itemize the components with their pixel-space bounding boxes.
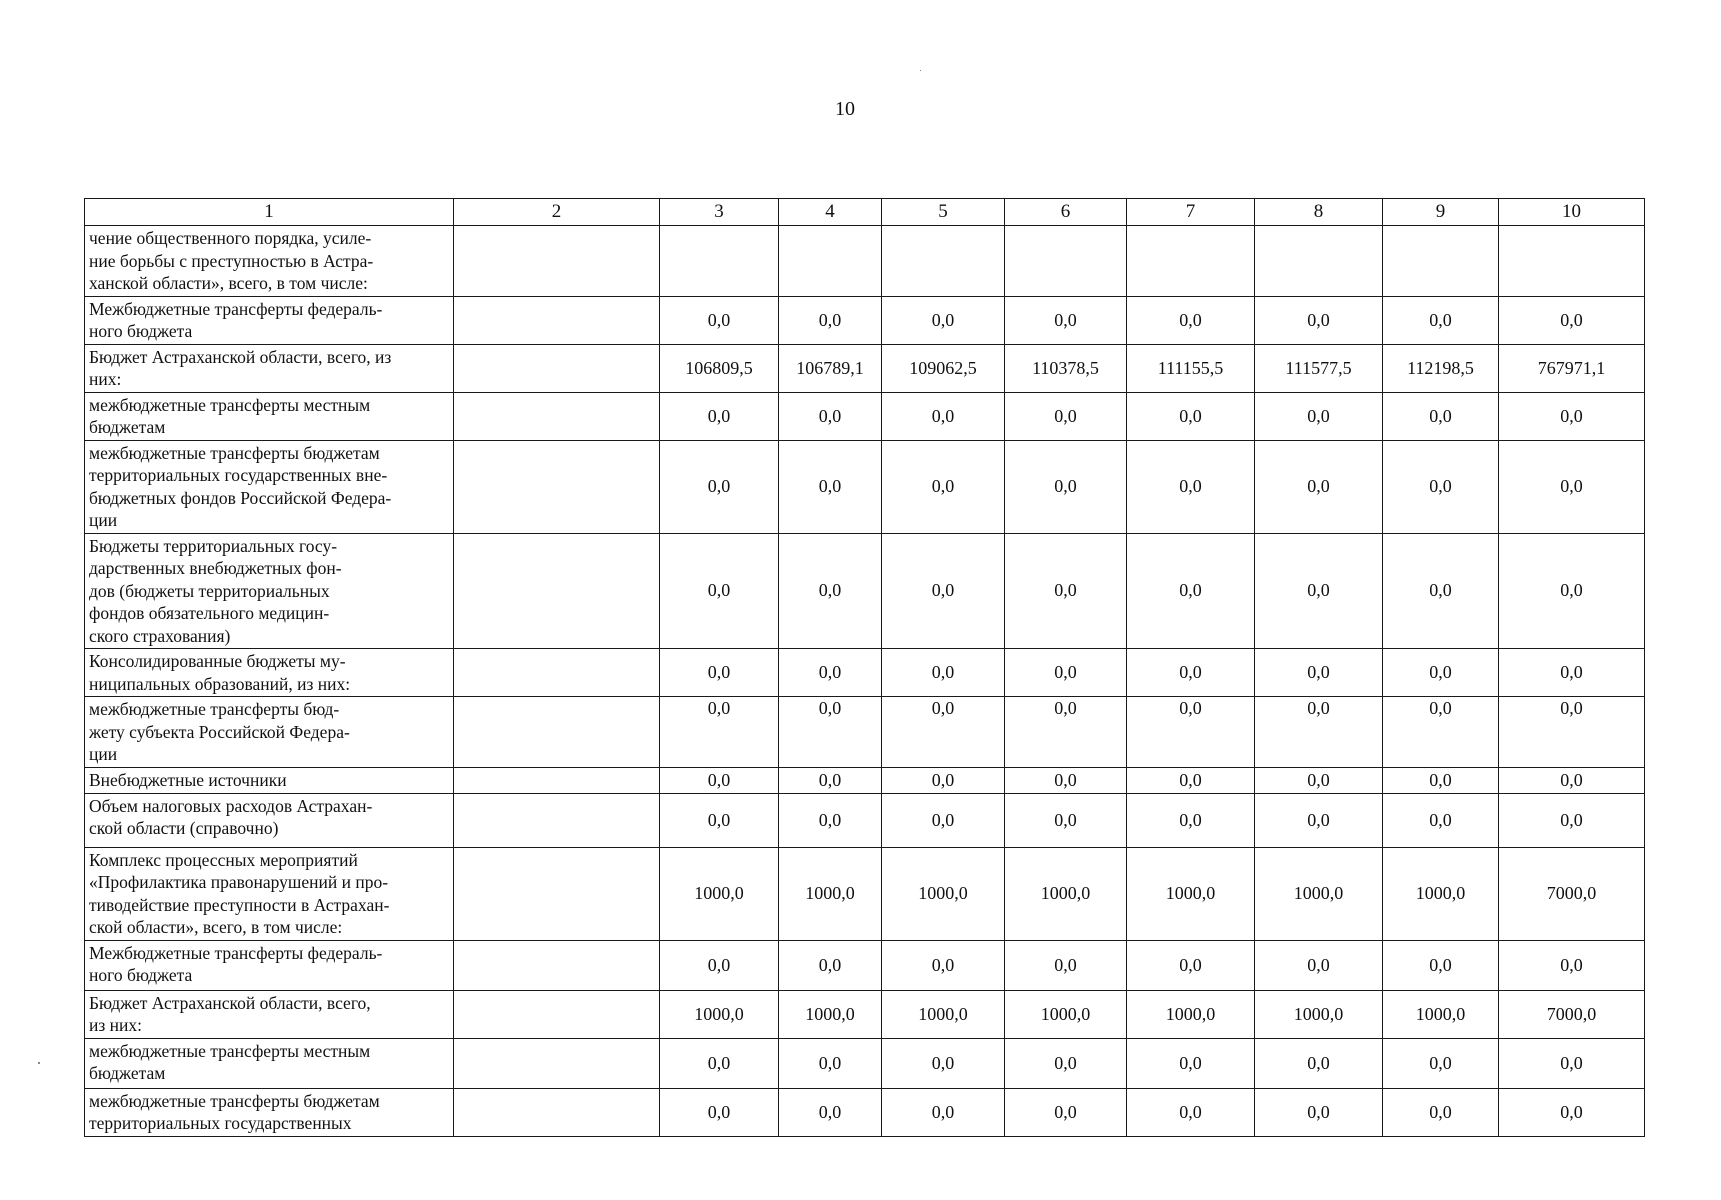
row-label — [85, 793, 454, 847]
value-cell — [660, 226, 779, 297]
value-cell: 0,0 — [660, 392, 779, 440]
row-label-line: межбюджетные трансферты местным — [89, 394, 371, 415]
column-header: 7 — [1127, 199, 1255, 226]
value-cell: 1000,0 — [660, 847, 779, 940]
column-2-cell — [454, 226, 660, 297]
row-label — [85, 226, 454, 297]
value-cell: 0,0 — [779, 440, 882, 533]
row-label-line: фондов обязательного медицин- — [89, 603, 330, 623]
table-row — [85, 649, 1645, 697]
row-label-line: межбюджетные трансферты бюджетам — [89, 442, 380, 463]
column-2-cell — [454, 649, 660, 697]
value-cell — [1499, 226, 1645, 297]
value-cell: 0,0 — [779, 1038, 882, 1088]
value-cell: 0,0 — [660, 533, 779, 649]
row-label — [85, 392, 454, 440]
row-label — [85, 649, 454, 697]
table-row — [85, 847, 1645, 940]
value-cell: 0,0 — [1127, 392, 1255, 440]
row-label-line: Внебюджетные источники — [89, 769, 287, 790]
value-cell: 0,0 — [1383, 697, 1499, 768]
value-cell: 0,0 — [1255, 1088, 1383, 1136]
value-cell: 1000,0 — [1255, 990, 1383, 1038]
row-label-line: из них: — [89, 1015, 142, 1035]
value-cell: 0,0 — [1383, 649, 1499, 697]
value-cell: 0,0 — [1255, 793, 1383, 847]
column-header: 1 — [85, 199, 454, 226]
table-row — [85, 767, 1645, 793]
value-cell: 0,0 — [660, 649, 779, 697]
value-cell: 0,0 — [882, 649, 1005, 697]
value-cell — [1255, 226, 1383, 297]
table-row — [85, 440, 1645, 533]
column-header: 3 — [660, 199, 779, 226]
value-cell: 0,0 — [1255, 940, 1383, 990]
value-cell: 767971,1 — [1499, 344, 1645, 392]
value-cell: 0,0 — [882, 697, 1005, 768]
value-cell: 0,0 — [660, 940, 779, 990]
value-cell: 0,0 — [1005, 940, 1127, 990]
row-label-line: ской области (справочно) — [89, 818, 279, 838]
column-2-cell — [454, 533, 660, 649]
value-cell: 1000,0 — [1005, 990, 1127, 1038]
value-cell: 0,0 — [1499, 767, 1645, 793]
row-label-line: бюджетам — [89, 417, 166, 437]
value-cell: 0,0 — [660, 1038, 779, 1088]
value-cell: 0,0 — [779, 767, 882, 793]
value-cell: 111155,5 — [1127, 344, 1255, 392]
value-cell: 0,0 — [1255, 649, 1383, 697]
value-cell: 0,0 — [1499, 1088, 1645, 1136]
value-cell: 0,0 — [1127, 440, 1255, 533]
row-label — [85, 344, 454, 392]
row-label — [85, 296, 454, 344]
value-cell: 0,0 — [1127, 697, 1255, 768]
value-cell — [1127, 226, 1255, 297]
row-label-line: бюджетам — [89, 1063, 166, 1083]
table-row — [85, 296, 1645, 344]
table-row — [85, 533, 1645, 649]
value-cell: 109062,5 — [882, 344, 1005, 392]
value-cell: 0,0 — [660, 1088, 779, 1136]
value-cell: 111577,5 — [1255, 344, 1383, 392]
value-cell: 0,0 — [882, 533, 1005, 649]
value-cell: 0,0 — [1255, 1038, 1383, 1088]
value-cell: 0,0 — [1127, 649, 1255, 697]
table-row — [85, 1038, 1645, 1088]
value-cell: 106789,1 — [779, 344, 882, 392]
value-cell: 0,0 — [1499, 793, 1645, 847]
row-label-line: ского страхования) — [89, 625, 231, 646]
column-2-cell — [454, 1038, 660, 1088]
row-label-line: ного бюджета — [89, 321, 193, 341]
value-cell: 0,0 — [779, 296, 882, 344]
row-label-line: бюджетных фондов Российской Федера- — [89, 487, 392, 508]
row-label-line: них: — [89, 369, 122, 389]
value-cell: 0,0 — [779, 533, 882, 649]
value-cell: 0,0 — [882, 767, 1005, 793]
value-cell: 0,0 — [1383, 533, 1499, 649]
value-cell: 0,0 — [1383, 767, 1499, 793]
value-cell: 106809,5 — [660, 344, 779, 392]
table-row — [85, 226, 1645, 297]
value-cell: 0,0 — [1255, 697, 1383, 768]
value-cell: 0,0 — [779, 1088, 882, 1136]
value-cell: 0,0 — [779, 940, 882, 990]
value-cell: 0,0 — [882, 1038, 1005, 1088]
column-2-cell — [454, 440, 660, 533]
value-cell — [1383, 226, 1499, 297]
column-2-cell — [454, 793, 660, 847]
row-label-line: Межбюджетные трансферты федераль- — [89, 942, 383, 963]
row-label-line: ниципальных образований, из них: — [89, 673, 351, 694]
row-label-line: жету субъекта Российской Федера- — [89, 721, 350, 742]
value-cell: 0,0 — [1499, 649, 1645, 697]
page-number: 10 — [835, 98, 855, 120]
value-cell: 1000,0 — [1255, 847, 1383, 940]
row-label-line: чение общественного порядка, усиле- — [89, 228, 372, 248]
row-label-line: межбюджетные трансферты местным — [89, 1040, 371, 1061]
value-cell — [1005, 226, 1127, 297]
row-label — [85, 1038, 454, 1088]
value-cell: 0,0 — [779, 793, 882, 847]
row-label — [85, 990, 454, 1038]
row-label-line: дарственных внебюджетных фон- — [89, 558, 342, 578]
column-header: 2 — [454, 199, 660, 226]
value-cell: 0,0 — [1005, 1088, 1127, 1136]
value-cell: 1000,0 — [882, 847, 1005, 940]
value-cell: 0,0 — [660, 767, 779, 793]
value-cell: 0,0 — [882, 793, 1005, 847]
row-label — [85, 1088, 454, 1136]
value-cell: 1000,0 — [1383, 847, 1499, 940]
value-cell: 0,0 — [1499, 392, 1645, 440]
column-2-cell — [454, 767, 660, 793]
value-cell: 1000,0 — [1383, 990, 1499, 1038]
value-cell: 7000,0 — [1499, 847, 1645, 940]
value-cell: 0,0 — [1127, 296, 1255, 344]
value-cell: 0,0 — [882, 440, 1005, 533]
row-label-line: Межбюджетные трансферты федераль- — [89, 298, 383, 319]
row-label — [85, 767, 454, 793]
value-cell: 0,0 — [1383, 940, 1499, 990]
value-cell: 0,0 — [1005, 533, 1127, 649]
row-label-line: «Профилактика правонарушений и про- — [89, 872, 389, 892]
value-cell: 0,0 — [1255, 533, 1383, 649]
value-cell: 0,0 — [1255, 296, 1383, 344]
column-header: 5 — [882, 199, 1005, 226]
value-cell: 0,0 — [1005, 697, 1127, 768]
value-cell: 0,0 — [1383, 1038, 1499, 1088]
value-cell: 1000,0 — [882, 990, 1005, 1038]
column-header: 8 — [1255, 199, 1383, 226]
table-row — [85, 392, 1645, 440]
row-label-line: ции — [89, 510, 118, 530]
budget-table — [84, 198, 1645, 1137]
row-label-line: ции — [89, 744, 118, 764]
value-cell: 0,0 — [882, 296, 1005, 344]
table-row — [85, 697, 1645, 768]
value-cell: 0,0 — [1005, 649, 1127, 697]
scan-speck — [920, 70, 921, 71]
value-cell: 0,0 — [1005, 1038, 1127, 1088]
value-cell: 0,0 — [1005, 793, 1127, 847]
value-cell: 0,0 — [1499, 940, 1645, 990]
value-cell: 0,0 — [1383, 296, 1499, 344]
column-header: 4 — [779, 199, 882, 226]
row-label — [85, 440, 454, 533]
scan-speck — [38, 1062, 40, 1064]
value-cell: 1000,0 — [1005, 847, 1127, 940]
column-2-cell — [454, 344, 660, 392]
column-2-cell — [454, 1088, 660, 1136]
value-cell: 0,0 — [1499, 533, 1645, 649]
value-cell: 112198,5 — [1383, 344, 1499, 392]
row-label-line: дов (бюджеты территориальных — [89, 580, 330, 601]
value-cell: 0,0 — [1127, 767, 1255, 793]
row-label-line: межбюджетные трансферты бюджетам — [89, 1090, 380, 1111]
value-cell: 0,0 — [1005, 440, 1127, 533]
header-row — [85, 199, 1645, 226]
value-cell: 0,0 — [1499, 1038, 1645, 1088]
value-cell: 0,0 — [1255, 392, 1383, 440]
value-cell: 0,0 — [660, 697, 779, 768]
value-cell: 0,0 — [1255, 767, 1383, 793]
column-2-cell — [454, 697, 660, 768]
value-cell: 0,0 — [1383, 392, 1499, 440]
column-header: 6 — [1005, 199, 1127, 226]
table-row — [85, 344, 1645, 392]
column-header: 10 — [1499, 199, 1645, 226]
value-cell: 0,0 — [1383, 440, 1499, 533]
value-cell: 0,0 — [779, 392, 882, 440]
row-label-line: Бюджет Астраханской области, всего, — [89, 992, 371, 1013]
value-cell: 0,0 — [1005, 296, 1127, 344]
row-label-line: Бюджет Астраханской области, всего, из — [89, 346, 392, 367]
row-label-line: тиводействие преступности в Астрахан- — [89, 894, 390, 915]
value-cell: 0,0 — [882, 940, 1005, 990]
value-cell: 0,0 — [1127, 940, 1255, 990]
value-cell: 0,0 — [779, 697, 882, 768]
table-row — [85, 793, 1645, 847]
column-2-cell — [454, 990, 660, 1038]
column-2-cell — [454, 847, 660, 940]
value-cell: 0,0 — [1383, 793, 1499, 847]
value-cell: 0,0 — [1127, 1088, 1255, 1136]
value-cell: 0,0 — [660, 793, 779, 847]
value-cell: 0,0 — [1127, 533, 1255, 649]
value-cell: 0,0 — [1499, 440, 1645, 533]
row-label-line: Объем налоговых расходов Астрахан- — [89, 795, 373, 816]
row-label-line: Бюджеты территориальных госу- — [89, 535, 338, 556]
row-label — [85, 533, 454, 649]
value-cell: 0,0 — [660, 296, 779, 344]
value-cell: 0,0 — [660, 440, 779, 533]
value-cell: 0,0 — [1255, 440, 1383, 533]
value-cell: 0,0 — [882, 1088, 1005, 1136]
table-row — [85, 940, 1645, 990]
row-label-line: ного бюджета — [89, 965, 193, 985]
column-2-cell — [454, 392, 660, 440]
value-cell — [882, 226, 1005, 297]
value-cell: 1000,0 — [1127, 847, 1255, 940]
value-cell: 1000,0 — [779, 990, 882, 1038]
row-label — [85, 847, 454, 940]
row-label-line: ханской области», всего, в том числе: — [89, 273, 368, 293]
value-cell: 0,0 — [1005, 392, 1127, 440]
row-label — [85, 697, 454, 768]
column-2-cell — [454, 940, 660, 990]
value-cell — [779, 226, 882, 297]
row-label-line: ние борьбы с преступностью в Астра- — [89, 250, 374, 271]
value-cell: 0,0 — [882, 392, 1005, 440]
row-label-line: Консолидированные бюджеты му- — [89, 651, 346, 671]
row-label-line: ской области», всего, в том числе: — [89, 917, 343, 937]
value-cell: 110378,5 — [1005, 344, 1127, 392]
value-cell: 7000,0 — [1499, 990, 1645, 1038]
value-cell: 0,0 — [1127, 793, 1255, 847]
table-row — [85, 990, 1645, 1038]
table-body — [85, 226, 1645, 1137]
value-cell: 1000,0 — [779, 847, 882, 940]
row-label-line: территориальных государственных — [89, 1113, 352, 1133]
value-cell: 0,0 — [1383, 1088, 1499, 1136]
value-cell: 0,0 — [1499, 697, 1645, 768]
table-row — [85, 1088, 1645, 1136]
column-2-cell — [454, 296, 660, 344]
row-label — [85, 940, 454, 990]
row-label-line: Комплекс процессных мероприятий — [89, 849, 358, 870]
value-cell: 0,0 — [1005, 767, 1127, 793]
row-label-line: территориальных государственных вне- — [89, 465, 388, 485]
column-header: 9 — [1383, 199, 1499, 226]
value-cell: 0,0 — [1499, 296, 1645, 344]
value-cell: 1000,0 — [660, 990, 779, 1038]
row-label-line: межбюджетные трансферты бюд- — [89, 699, 340, 719]
value-cell: 0,0 — [1127, 1038, 1255, 1088]
value-cell: 0,0 — [779, 649, 882, 697]
value-cell: 1000,0 — [1127, 990, 1255, 1038]
